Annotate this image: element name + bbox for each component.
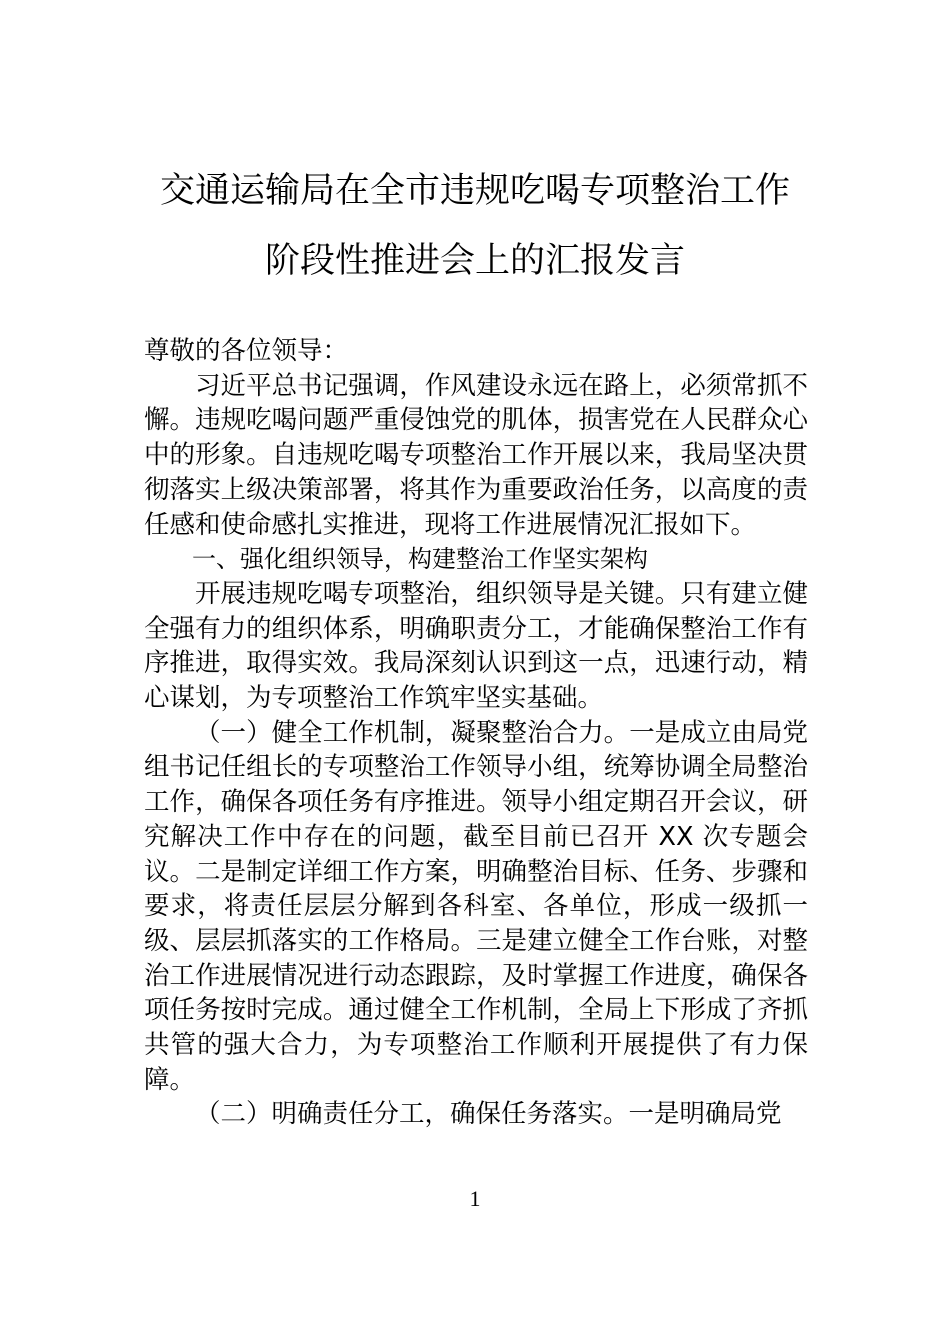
paragraph-subsection-1: （一）健全工作机制，凝聚整治合力。一是成立由局党组书记任组长的专项整治工作领导小组，统筹协调全局整治工作，确保各项任务有序推进。领导小组定期召开会议，研究解决工作中存在的问题，截至目前已召开 XX 次专题会议。二是制定详细工作方案，明确整治目标、任务、步骤和要求，将责任层层分解到各科室、各单位，形成一级抓一级、层层抓落实的工作格局。三是建立健全工作台账，对整治工作进展情况进行动态跟踪，及时掌握工作进度，确保各项任务按时完成。通过健全工作机制，全局上下形成了齐抓共管的强大合力，为专项整治工作顺利开展提供了有力保障。 [144, 717, 808, 1095]
document-title-line-1: 交通运输局在全市违规吃喝专项整治工作 [159, 171, 790, 211]
page-number: 1 [469, 1186, 481, 1211]
salutation: 尊敬的各位领导： [144, 336, 349, 366]
section-heading-1: 一、强化组织领导，构建整治工作坚实架构 [192, 545, 648, 574]
paragraph-subsection-2: （二）明确责任分工，确保任务落实。一是明确局党 [195, 1099, 782, 1130]
document-body [144, 334, 808, 1132]
paragraph-section-1: 开展违规吃喝专项整治，组织领导是关键。只有建立健全强有力的组织体系，明确职责分工，才能确保整治工作有序推进，取得实效。我局深刻认识到这一点，迅速行动，精心谋划，为专项整治工作筑牢坚实基础。 [144, 578, 808, 714]
paragraph-intro: 习近平总书记强调，作风建设永远在路上，必须常抓不懈。违规吃喝问题严重侵蚀党的肌体，损害党在人民群众心中的形象。自违规吃喝专项整治工作开展以来，我局坚决贯彻落实上级决策部署，将其作为重要政治任务，以高度的责任感和使命感扎实推进，现将工作进展情况汇报如下。 [144, 370, 808, 540]
document-title-line-2: 阶段性推进会上的汇报发言 [264, 241, 685, 281]
